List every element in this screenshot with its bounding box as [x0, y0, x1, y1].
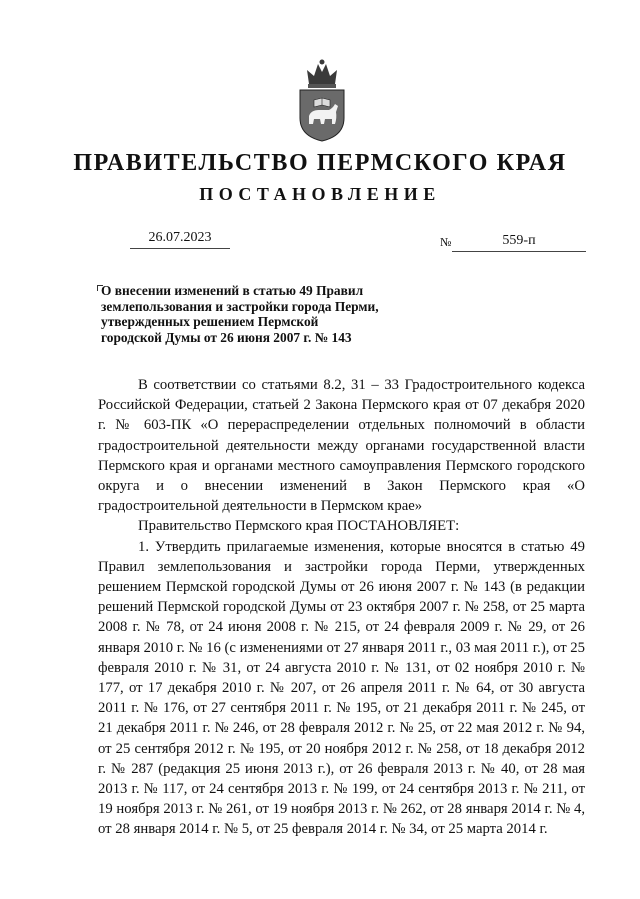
- document-date: 26.07.2023: [130, 230, 230, 249]
- subject-line: О внесении изменений в статью 49 Правил: [101, 283, 364, 298]
- subject-line: утвержденных решением Пермской: [101, 314, 319, 329]
- document-body: [98, 375, 585, 840]
- organization-title: ПРАВИТЕЛЬСТВО ПЕРМСКОГО КРАЯ: [73, 150, 567, 176]
- perm-krai-coat-of-arms-icon: [297, 58, 347, 142]
- document-number: 559-п: [452, 233, 586, 252]
- document-number-block: [440, 232, 586, 252]
- preamble-paragraph: В соответствии со статьями 8.2, 31 – 33 Градостроительного кодекса Российской Федерации, статьей 2 Закона Пермского края от 07 декабря 2020 г. № 603-ПК «О перераспределении отдельных полномочий в области градостроительной деятельности между органами государственной власти Пермского края и органами местного самоуправления Пермского городского округа и о внесении изменений в Закон Пермского края «О градостроительной деятельности в Пермском крае»: [98, 377, 585, 515]
- item-1-paragraph: 1. Утвердить прилагаемые изменения, которые вносятся в статью 49 Правил землепользования и застройки города Перми, утвержденных решением Пермской городской Думы от 26 июня 2007 г. № 143 (в редакции решений Пермской городской Думы от 23 октября 2007 г. № 258, от 25 марта 2008 г. № 78, от 24 июня 2008 г. № 215, от 24 февраля 2009 г. № 29, от 26 января 2010 г. № 16 (с изменениями от 27 января 2011 г., 03 мая 2011 г.), от 25 февраля 2010 г. № 31, от 24 августа 2010 г. № 131, от 02 ноября 2010 г. № 177, от 17 декабря 2010 г. № 207, от 26 апреля 2011 г. № 64, от 30 августа 2011 г. № 176, от 27 сентября 2011 г. № 195, от 21 декабря 2011 г. № 245, от 21 декабря 2011 г. № 246, от 28 февраля 2012 г. № 25, от 22 мая 2012 г. № 94, от 25 сентября 2012 г. № 195, от 20 ноября 2012 г. № 258, от 18 декабря 2012 г. № 287 (редакция 25 июня 2013 г.), от 26 февраля 2013 г. № 40, от 28 мая 2013 г. № 117, от 24 сентября 2013 г. № 199, от 24 сентября 2013 г. № 211, от 19 ноября 2013 г. № 261, от 19 ноября 2013 г. № 262, от 28 января 2014 г. № 4, от 28 января 2014 г. № 5, от 25 февраля 2014 г. № 34, от 25 марта 2014 г.: [98, 538, 585, 838]
- document-subject: [101, 283, 441, 345]
- number-sign: №: [440, 235, 452, 249]
- document-type: ПОСТАНОВЛЕНИЕ: [199, 184, 441, 204]
- subject-line: землепользования и застройки города Перми,: [101, 298, 379, 314]
- resolution-paragraph: Правительство Пермского края ПОСТАНОВЛЯЕТ:: [138, 518, 460, 535]
- subject-line: городской Думы от 26 июня 2007 г. № 143: [101, 329, 352, 345]
